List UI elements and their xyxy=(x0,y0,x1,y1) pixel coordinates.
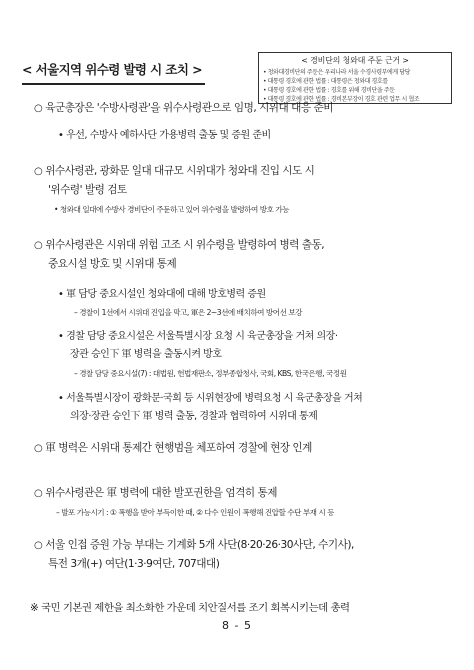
item-text-continued: 특전 3개(+) 여단(1·3·9여단, 707대대) xyxy=(48,558,220,570)
note-line: • 대통령 경호에 관한 법률 : 대통령은 청와대 경호를 xyxy=(263,78,388,85)
sub-item-note: – 경찰 담당 중요시설(7) : 대법원, 헌법재판소, 정부종합청사, 국회, KBS, 한국은행, 국정원 xyxy=(74,369,347,378)
item-note: – 발포 가능시기 : ① 폭행을 받아 부득이한 때, ② 다수 인원이 폭행해 진압할 수단 부재 시 등 xyxy=(56,508,334,517)
item-text: 육군총장은 '수방사령관'을 위수사령관으로 임명, 시위대 대응 준비 xyxy=(45,102,333,114)
bullet-circle-icon: ○ xyxy=(34,488,43,499)
list-item xyxy=(34,537,454,554)
sub-item: • 경찰 담당 중요시설은 서울특별시장 요청 시 육군총장을 거쳐 의장· xyxy=(58,331,338,342)
list-item xyxy=(34,237,454,254)
sub-item: • 軍 담당 중요시설인 청와대에 대해 방호병력 증원 xyxy=(58,289,266,300)
item-text: 위수사령관은 軍 병력에 대한 발포권한을 엄격히 통제 xyxy=(45,487,277,499)
item-text: 軍 병력은 시위대 통제간 현행범을 체포하여 경찰에 현장 인계 xyxy=(45,442,312,454)
list-item xyxy=(34,100,454,117)
bullet-circle-icon: ○ xyxy=(34,240,43,251)
item-text: 서울 인접 증원 가능 부대는 기계화 5개 사단(8·20·26·30사단, 수기사), xyxy=(45,539,354,551)
sub-item-continued: 장관 승인下 軍 병력을 출동시켜 방호 xyxy=(70,349,222,360)
bullet-circle-icon: ○ xyxy=(34,103,43,114)
item-text: 위수사령관, 광화문 일대 대규모 시위대가 청와대 진입 시도 시 xyxy=(45,165,315,177)
list-item xyxy=(34,440,454,457)
sub-item: • 우선, 수방사 예하사단 가용병력 출동 및 증원 준비 xyxy=(58,130,271,141)
item-text-continued: '위수령' 발령 검토 xyxy=(48,184,127,196)
bullet-circle-icon: ○ xyxy=(34,540,43,551)
item-note: • 청와대 일대에 수방사 경비단이 주둔하고 있어 위수령을 발령하여 방호 가능 xyxy=(54,205,290,214)
page-number: 8 - 5 xyxy=(222,619,252,632)
item-text: 위수사령관은 시위대 위험 고조 시 위수령을 발령하여 병력 출동, xyxy=(45,239,325,251)
list-item xyxy=(34,163,454,180)
bullet-circle-icon: ○ xyxy=(34,166,43,177)
sub-item-note: – 경찰이 1선에서 시위대 진입을 막고, 軍은 2~3선에 배치하여 방어선 보강 xyxy=(74,308,303,317)
note-line: • 청와대경비단의 주둔은 우리나라 서울 수경사령부에게 담당 xyxy=(263,69,411,76)
list-item xyxy=(34,485,454,502)
sub-item-continued: 의장·장관 승인下 軍 병력 출동, 경찰과 협력하여 시위대 통제 xyxy=(70,411,318,422)
item-text-continued: 중요시설 방호 및 시위대 통제 xyxy=(48,258,177,270)
title-underline xyxy=(22,83,205,85)
footnote: ※ 국민 기본권 제한을 최소화한 가운데 치안질서를 조기 회복시키는데 총력 xyxy=(30,602,350,614)
note-line: • 대통령 경호에 관한 법률 : 경호를 위해 경비단을 주둔 xyxy=(263,87,395,94)
note-box-title: < 경비단의 청와대 주둔 근거 > xyxy=(301,56,409,65)
sub-item: • 서울특별시장이 광화문·국회 등 시위현장에 병력요청 시 육군총장을 거쳐 xyxy=(58,393,363,404)
note-box xyxy=(258,52,452,104)
bullet-circle-icon: ○ xyxy=(34,443,43,454)
page-title: < 서울지역 위수령 발령 시 조치 > xyxy=(22,62,202,77)
note-line: • 대통령 경호에 관한 법률 : 경비본부장이 경호 관련 업무 시 협조 xyxy=(263,96,420,103)
